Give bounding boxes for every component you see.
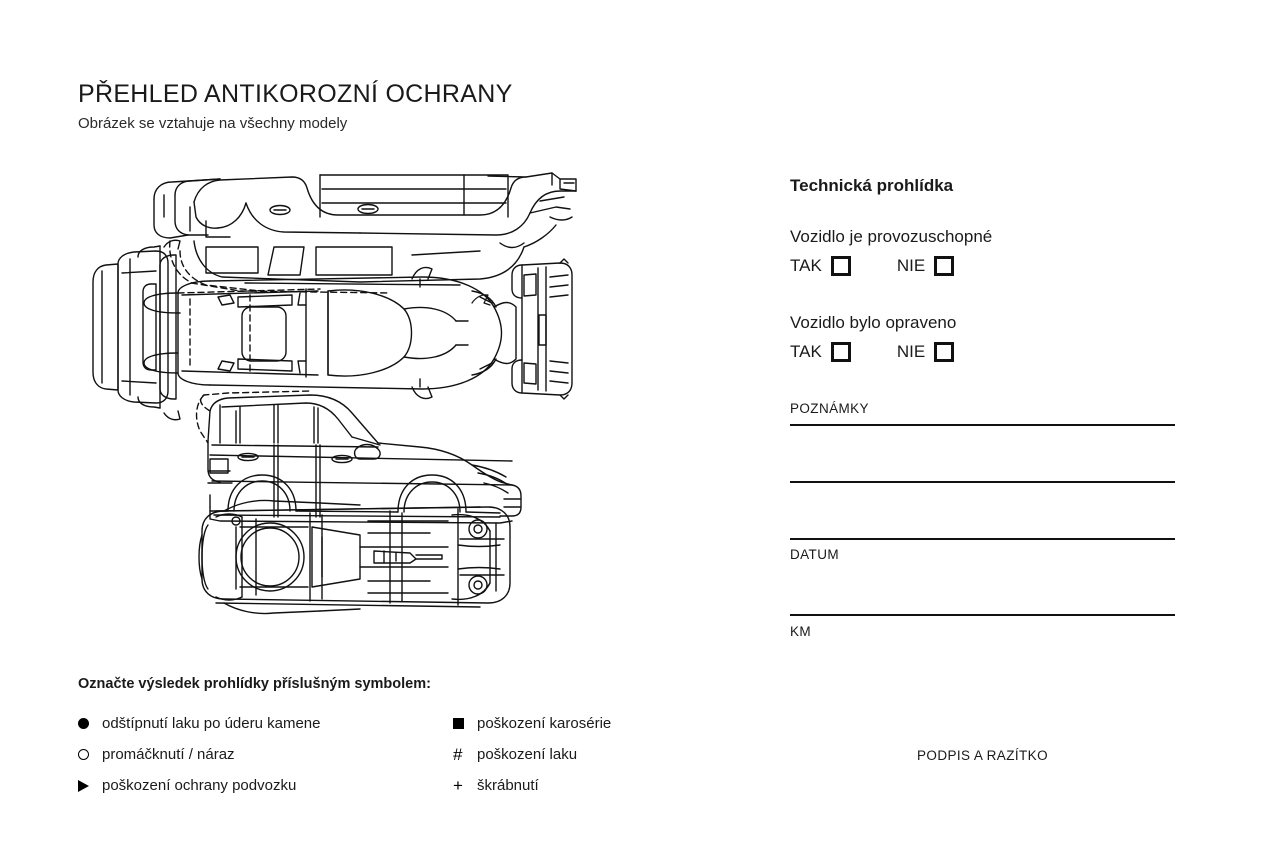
notes-rule-2[interactable] [790,481,1175,483]
km-field-label: KM [790,624,812,639]
legend-item-label: škrábnutí [477,777,539,794]
question-2-options [790,342,954,362]
legend-row [78,770,678,801]
notes-rule-1[interactable] [790,424,1175,426]
legend-item [453,746,678,763]
filled-circle-icon [78,718,102,729]
triangle-right-icon [78,780,102,792]
checkbox[interactable] [934,256,954,276]
legend-item [453,777,678,794]
legend-item [78,746,453,763]
open-circle-icon [78,749,102,760]
option-label: NIE [896,256,926,275]
question-2-label: Vozidlo bylo opraveno [790,313,957,332]
vehicle-diagram-area [60,155,750,645]
legend-list [78,708,678,801]
checkbox[interactable] [831,256,851,276]
option-label: TAK [790,342,822,361]
question-1-options [790,256,954,276]
option-label: NIE [896,342,926,361]
question-2-option-no[interactable] [897,342,954,362]
signature-label: PODPIS A RAZÍTKO [917,748,1048,763]
roof-top-view [144,267,516,398]
legend-item-label: poškození laku [477,746,578,763]
legend-item-label: poškození karosérie [477,715,612,732]
hash-icon: # [453,745,463,764]
question-1-label: Vozidlo je provozuschopné [790,227,993,246]
option-label: TAK [790,256,822,275]
legend-item [453,715,678,732]
checkbox[interactable] [831,342,851,362]
page-subtitle: Obrázek se vztahuje na všechny modely [78,115,348,132]
question-1-option-yes[interactable] [790,256,851,276]
legend-item-label: poškození ochrany podvozku [102,777,297,794]
legend-item [78,715,453,732]
date-field-label: DATUM [790,547,839,562]
legend-item-label: odštípnutí laku po úderu kamene [102,715,321,732]
legend-row [78,708,678,739]
inspection-panel-title: Technická prohlídka [790,176,954,195]
date-rule[interactable] [790,614,1175,616]
legend-item-label: promáčknutí / náraz [102,746,235,763]
front-view [93,240,180,420]
filled-square-icon [453,718,477,729]
legend-row [78,739,678,770]
legend-item [78,777,453,794]
question-1-option-no[interactable] [897,256,954,276]
checkbox[interactable] [934,342,954,362]
page-title: PŘEHLED ANTIKOROZNÍ OCHRANY [78,80,513,108]
legend-heading: Označte výsledek prohlídky příslušným symbolem: [78,676,431,692]
question-2-option-yes[interactable] [790,342,851,362]
notes-rule-3[interactable] [790,538,1175,540]
notes-field-label: POZNÁMKY [790,401,869,416]
plus-icon: + [453,776,463,795]
rear-view [512,259,572,399]
